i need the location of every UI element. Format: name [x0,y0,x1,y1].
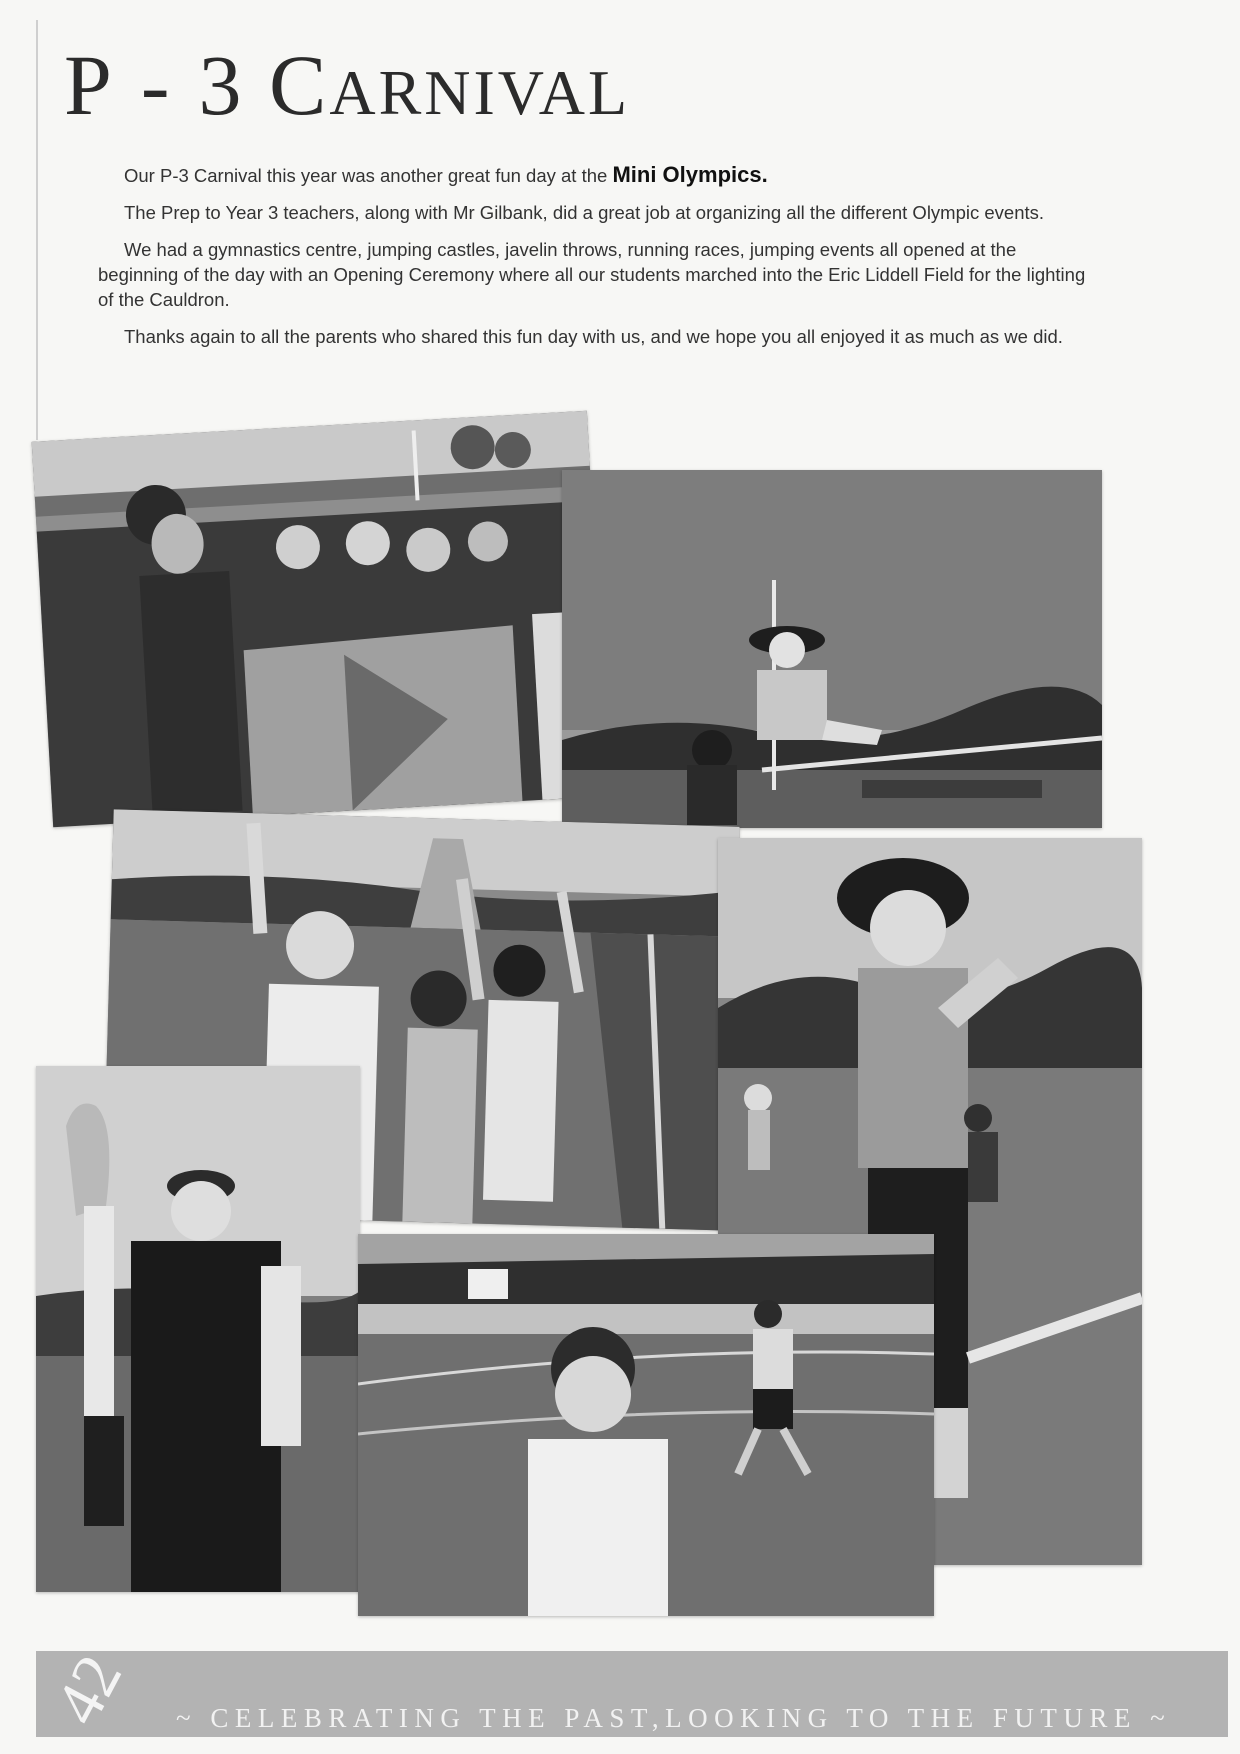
photo-torch-bearer [36,1066,360,1592]
paragraph-1 [98,162,1098,188]
title-rest: ARNIVAL [329,57,631,128]
title-letter-p: P [64,37,115,133]
footer-tagline: ~ CELEBRATING THE PAST,LOOKING TO THE FUTURE ~ [176,1703,1172,1733]
paragraph-3: We had a gymnastics centre, jumping castles, javelin throws, running races, jumping events all opened at the beginning of the day with an Opening Ceremony where all our students marched into the Eric Liddell Field for the lighting of the Cauldron. [98,239,1086,310]
page-title [64,37,631,133]
margin-rule [36,20,38,440]
paragraph-4: Thanks again to all the parents who shared this fun day with us, and we hope you all enjoyed it as much as we did. [124,326,1063,347]
article-body [98,162,1098,361]
paragraph-2: The Prep to Year 3 teachers, along with Mr Gilbank, did a great job at organizing all the different Olympic events. [124,202,1045,223]
title-number: 3 [198,37,245,133]
paragraph-1-text: Our P-3 Carnival this year was another great fun day at the [124,165,608,186]
photo-opening-ceremony-image [32,411,609,827]
footer-band [36,1643,1228,1737]
title-initial: C [268,37,330,133]
photo-opening-ceremony [32,411,609,827]
page-number: 42 [40,1643,137,1737]
photo-high-jump [562,470,1102,828]
photo-running-boy-image [358,1234,934,1616]
photo-torch-bearer-image [36,1066,360,1592]
mini-olympics-highlight: Mini Olympics. [612,162,768,187]
photo-high-jump-image [562,470,1102,828]
title-dash: - [140,37,173,133]
photo-running-boy [358,1234,934,1616]
